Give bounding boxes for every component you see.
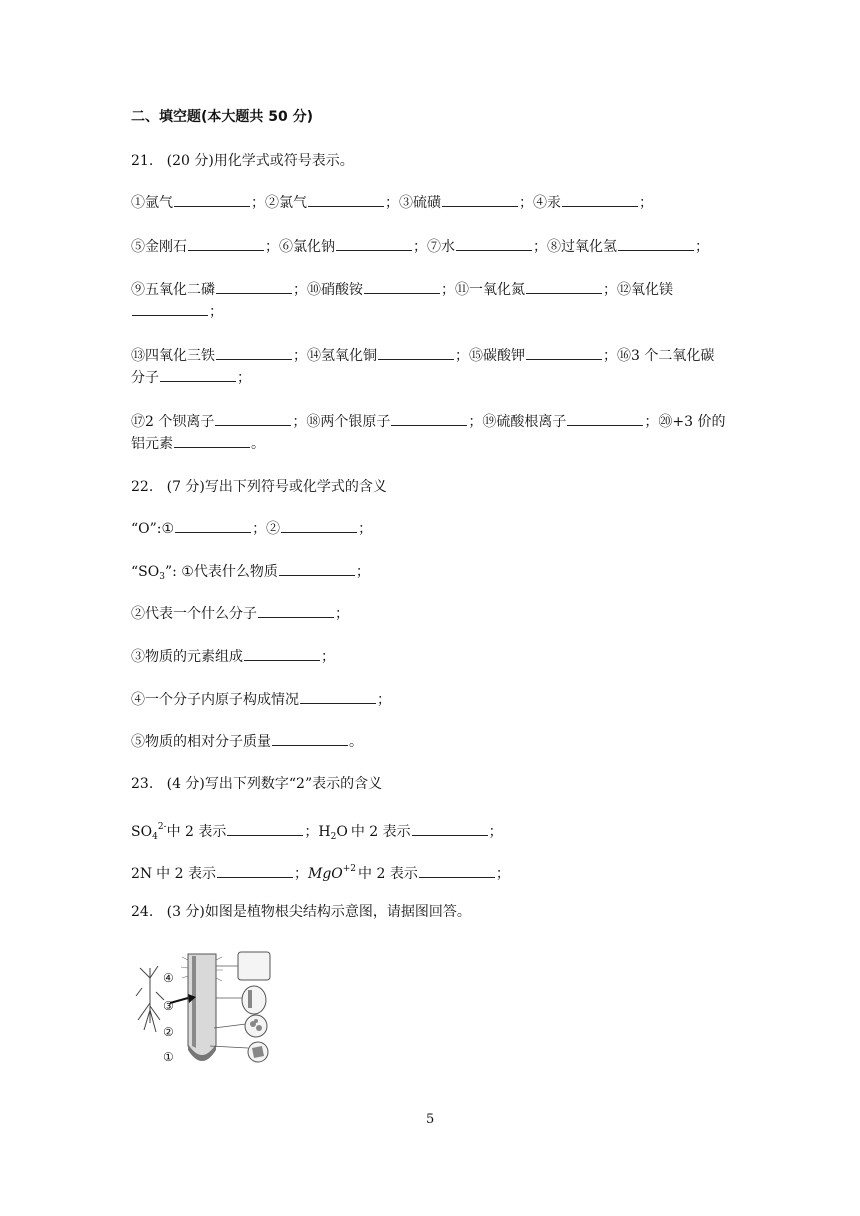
q21-item: ；⑩硝酸铵 — [293, 282, 363, 298]
answer-blank[interactable] — [442, 192, 518, 207]
q21-row-1 — [131, 192, 653, 214]
answer-blank[interactable] — [244, 646, 320, 661]
q21-row-4 — [131, 345, 714, 367]
q22-l3: ③物质的元素组成 — [131, 649, 243, 665]
answer-blank[interactable] — [132, 301, 208, 316]
q23-text: 中 2 表示 — [156, 866, 216, 882]
q22-l2: ②代表一个什么分子 — [131, 606, 257, 622]
punct: ； — [293, 866, 308, 882]
q22-line-5 — [131, 731, 363, 753]
q21-row-5 — [131, 411, 725, 433]
q23-h-sub: 2 — [330, 832, 337, 842]
q22-l5: ⑤物质的相对分子质量 — [131, 734, 271, 750]
label-4: ④ — [163, 971, 174, 985]
answer-blank[interactable] — [308, 192, 384, 207]
q21-stem: 21. (20 分)用化学式或符号表示。 — [131, 153, 354, 169]
root-hair-zone-cell — [238, 952, 270, 980]
q22-line-4 — [131, 689, 391, 711]
q21-item: 分子 — [131, 370, 159, 386]
q21-item: ；⑫氧化镁 — [603, 282, 673, 298]
answer-blank[interactable] — [391, 411, 467, 426]
q23-h: H — [318, 824, 331, 840]
q21-item: ⑤金刚石 — [131, 239, 187, 255]
answer-blank[interactable] — [336, 236, 412, 251]
answer-blank[interactable] — [279, 561, 355, 576]
q23-mgo: MgO — [307, 866, 343, 882]
answer-blank[interactable] — [174, 433, 250, 448]
q22-so3-close: ”: ①代表什么物质 — [164, 564, 278, 580]
meristem-zone-cell — [245, 1015, 267, 1037]
root-tip-shade — [192, 956, 196, 1048]
q21-item: ；⑦水 — [413, 239, 455, 255]
answer-blank[interactable] — [567, 411, 643, 426]
q21-item: ⑰2 个钡离子 — [131, 414, 215, 430]
q23-text: 中 2 表示 — [166, 824, 227, 840]
q21-item: ；⑧过氧化氢 — [533, 239, 617, 255]
q22-o-label: “O”:① — [131, 521, 175, 537]
q22-so3-sub: 3 — [159, 572, 165, 582]
q21-item: ；⑮碳酸钾 — [455, 348, 525, 364]
q23-line-1 — [131, 816, 503, 848]
q23-line-2 — [131, 858, 510, 885]
q21-row-3 — [131, 279, 673, 301]
q22-o-sep: ；② — [252, 521, 281, 537]
label-3: ③ — [163, 999, 174, 1013]
punct: ； — [488, 824, 503, 840]
punct: ； — [335, 606, 349, 622]
answer-blank[interactable] — [258, 603, 334, 618]
q21-item: ；⑯3 个二氧化碳 — [603, 348, 715, 364]
q21-item: ；④汞 — [519, 195, 561, 211]
q23-stem: 23. (4 分)写出下列数字“2”表示的含义 — [131, 776, 383, 792]
q22-so3-open: “SO — [131, 564, 160, 580]
answer-blank[interactable] — [281, 518, 357, 533]
label-1: ① — [163, 1050, 174, 1064]
q23-so4: SO — [131, 824, 153, 840]
q22-so3-end: ； — [355, 564, 370, 580]
q21-row-5b — [131, 433, 265, 455]
q23-text: 中 2 表示 — [358, 866, 418, 882]
answer-blank[interactable] — [160, 367, 236, 382]
q21-item: ；⑭氢氧化铜 — [293, 348, 377, 364]
q21-item: ⑨五氧化二磷 — [131, 282, 215, 298]
q21-item: ；⑲硫酸根离子 — [468, 414, 567, 430]
q21-item: ； — [639, 195, 653, 211]
q23-mgo-charge: +2 — [342, 864, 357, 874]
q21-item: ；⑥氯化钠 — [265, 239, 335, 255]
q21-item: ；②氯气 — [251, 195, 307, 211]
answer-blank[interactable] — [562, 192, 638, 207]
answer-blank[interactable] — [526, 345, 602, 360]
q21-row-2 — [131, 236, 709, 258]
q22-stem: 22. (7 分)写出下列符号或化学式的含义 — [131, 479, 387, 495]
answer-blank[interactable] — [216, 345, 292, 360]
q21-item: ； — [237, 370, 251, 386]
q22-so3-line — [131, 561, 370, 588]
q24-stem: 24. (3 分)如图是植物根尖结构示意图，请据图回答。 — [131, 904, 471, 920]
q21-item: ；⑪一氧化氮 — [441, 282, 525, 298]
q21-row-3b — [131, 301, 223, 323]
answer-blank[interactable] — [188, 236, 264, 251]
q23-so4-sub: 4 — [152, 832, 158, 842]
q21-item: ⑬四氧化三铁 — [131, 348, 215, 364]
page-number: 5 — [426, 1112, 435, 1127]
answer-blank[interactable] — [175, 518, 251, 533]
q23-text: 中 2 表示 — [350, 824, 411, 840]
q22-line-2 — [131, 603, 349, 625]
q21-row-4b — [131, 367, 251, 389]
punct: ； — [321, 649, 335, 665]
q22-l4: ④一个分子内原子构成情况 — [131, 692, 299, 708]
q21-item: ；⑱两个银原子 — [292, 414, 391, 430]
q21-item: ；⑳+3 价的 — [644, 414, 726, 430]
q21-item: ； — [209, 304, 223, 320]
q21-item: 铝元素 — [131, 436, 173, 452]
q22-line-3 — [131, 646, 335, 668]
q21-item: ；③硫磺 — [385, 195, 441, 211]
section-title: 二、填空题(本大题共 50 分) — [131, 109, 314, 125]
q22-o-line — [131, 518, 372, 540]
punct: ； — [495, 866, 510, 882]
answer-blank[interactable] — [272, 731, 348, 746]
answer-blank[interactable] — [300, 689, 376, 704]
q23-so4-sup: 2- — [157, 822, 167, 832]
q23-o: O — [336, 824, 348, 840]
label-2: ② — [163, 1025, 174, 1039]
answer-blank[interactable] — [419, 863, 495, 878]
answer-blank[interactable] — [364, 279, 440, 294]
answer-blank[interactable] — [412, 821, 488, 836]
answer-blank[interactable] — [216, 279, 292, 294]
punct: ； — [304, 824, 319, 840]
punct: 。 — [349, 734, 363, 750]
q21-item: ①氩气 — [131, 195, 173, 211]
answer-blank[interactable] — [378, 345, 454, 360]
answer-blank[interactable] — [174, 192, 250, 207]
answer-blank[interactable] — [217, 863, 293, 878]
answer-blank[interactable] — [227, 821, 303, 836]
root-tip-figure — [130, 948, 280, 1073]
elongation-zone-cell — [242, 986, 266, 1014]
q21-item: 。 — [251, 436, 265, 452]
root-tip-diagram — [130, 948, 280, 1073]
q23-2n: 2N — [131, 866, 153, 882]
answer-blank[interactable] — [456, 236, 532, 251]
punct: ； — [377, 692, 391, 708]
answer-blank[interactable] — [526, 279, 602, 294]
answer-blank[interactable] — [215, 411, 291, 426]
plant-sketch-icon — [136, 966, 164, 1032]
answer-blank[interactable] — [618, 236, 694, 251]
q21-item: ； — [695, 239, 709, 255]
q22-o-end: ； — [358, 521, 373, 537]
